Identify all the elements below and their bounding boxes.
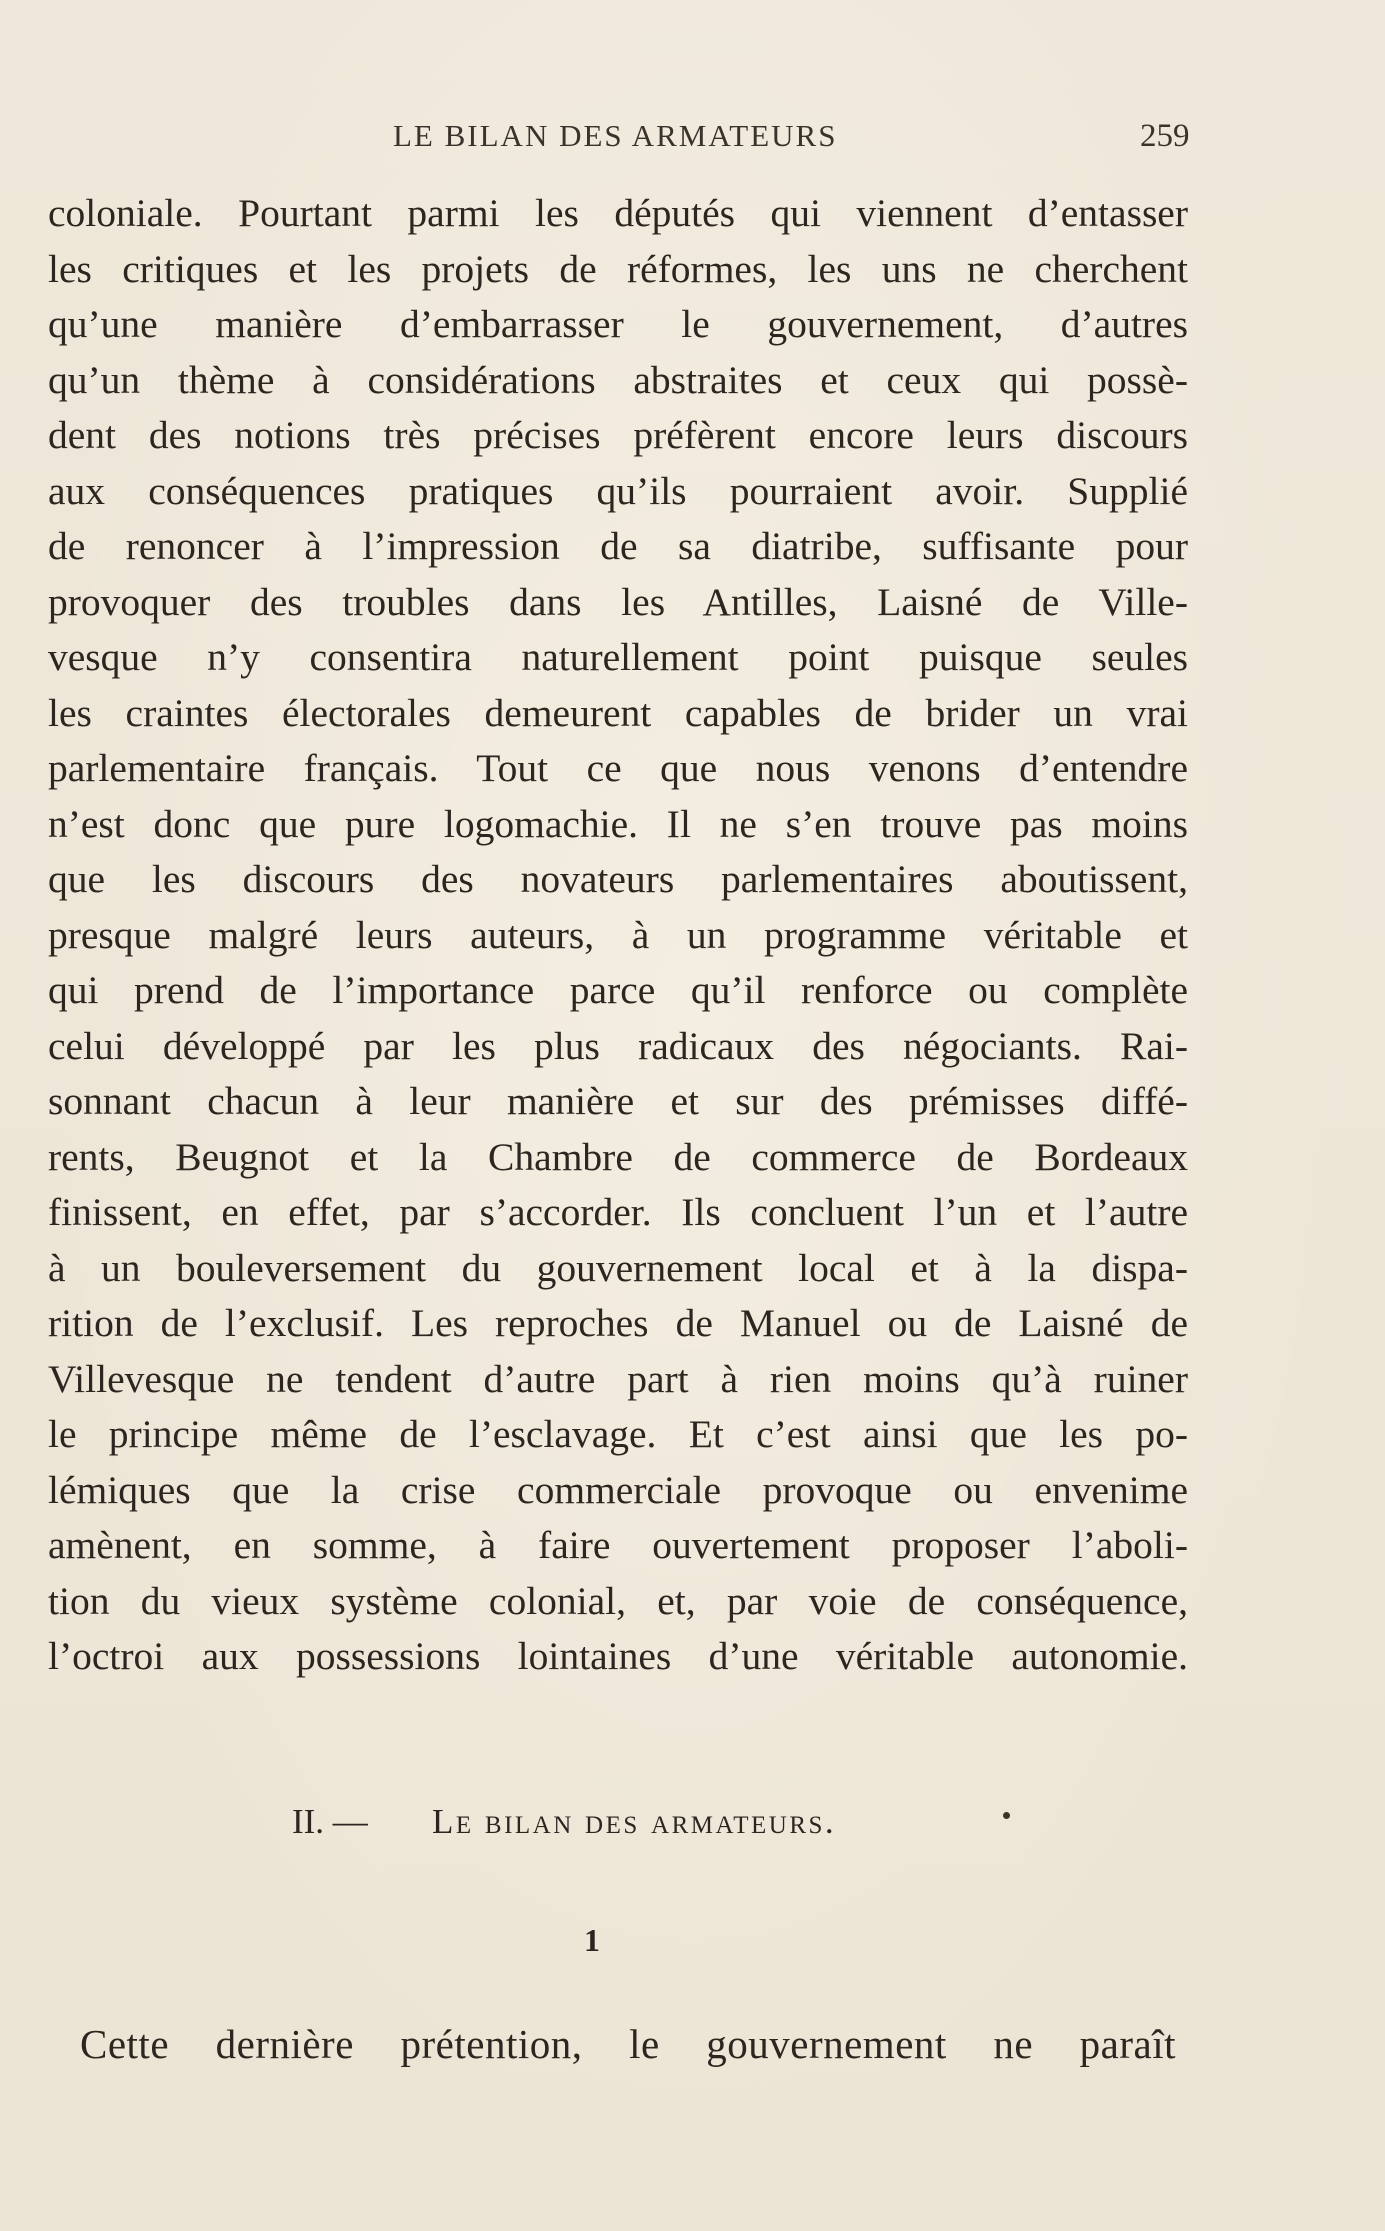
text-line: sonnant chacun à leur manière et sur des prémisses diffé- (48, 1079, 1188, 1123)
text-line: vesque n’y consentira naturellement point puisque seules (48, 635, 1188, 679)
text-line: amènent, en somme, à faire ouvertement proposer l’aboli- (48, 1523, 1188, 1567)
bullet-mark (1003, 1812, 1010, 1819)
text-line: n’est donc que pure logomachie. Il ne s’en trouve pas moins (48, 801, 1188, 846)
text-line: presque malgré leurs auteurs, à un programme véritable et (48, 912, 1188, 957)
text-line: à un bouleversement du gouvernement local et à la dispa- (48, 1245, 1188, 1290)
text-line: coloniale. Pourtant parmi les députés qui viennent d’entasser (48, 191, 1188, 235)
page-number: 259 (1140, 118, 1190, 154)
text-line: aux conséquences pratiques qu’ils pourraient avoir. Supplié (48, 468, 1188, 513)
text-line: dent des notions très précises préfèrent encore leurs discours (48, 413, 1188, 457)
text-line: finissent, en effet, par s’accorder. Ils concluent l’un et l’autre (48, 1190, 1188, 1234)
text-line: rents, Beugnot et la Chambre de commerce de Bordeaux (48, 1134, 1188, 1179)
section-number: II. — (292, 1802, 368, 1841)
text-line: les critiques et les projets de réformes, les uns ne cherchent (48, 246, 1188, 291)
text-line: tion du vieux système colonial, et, par voie de conséquence, (48, 1578, 1188, 1623)
text-line: celui développé par les plus radicaux des négociants. Rai- (48, 1023, 1188, 1068)
body-paragraph (48, 186, 1188, 1685)
text-line: parlementaire français. Tout ce que nous venons d’entendre (48, 746, 1188, 790)
running-head (0, 112, 1385, 162)
text-line: le principe même de l’esclavage. Et c’est ainsi que les po- (48, 1412, 1188, 1456)
text-line: lémiques que la crise commerciale provoque ou envenime (48, 1467, 1188, 1512)
subsection-number: 1 (584, 1922, 600, 1958)
text-line: de renoncer à l’impression de sa diatribe, suffisante pour (48, 524, 1188, 568)
text-line: provoquer des troubles dans les Antilles, Laisné de Ville- (48, 579, 1188, 624)
text-line: rition de l’exclusif. Les reproches de Manuel ou de Laisné de (48, 1301, 1188, 1345)
text-line: l’octroi aux possessions lointaines d’une véritable autonomie. (48, 1634, 1188, 1678)
text-line: les craintes électorales demeurent capables de brider un vrai (48, 690, 1188, 735)
section-title: Le bilan des armateurs. (432, 1802, 837, 1841)
text-line: qui prend de l’importance parce qu’il renforce ou complète (48, 968, 1188, 1012)
text-line: qu’une manière d’embarrasser le gouvernement, d’autres (48, 302, 1188, 346)
continuation-line: Cette dernière prétention, le gouvernement ne paraît (80, 2021, 1176, 2067)
section-heading (0, 1802, 1385, 1852)
text-line: Villevesque ne tendent d’autre part à rien moins qu’à ruiner (48, 1356, 1188, 1401)
text-line: qu’un thème à considérations abstraites et ceux qui possè- (48, 357, 1188, 402)
running-title: LE BILAN DES ARMATEURS (393, 118, 838, 153)
text-line: que les discours des novateurs parlementaires aboutissent, (48, 857, 1188, 901)
